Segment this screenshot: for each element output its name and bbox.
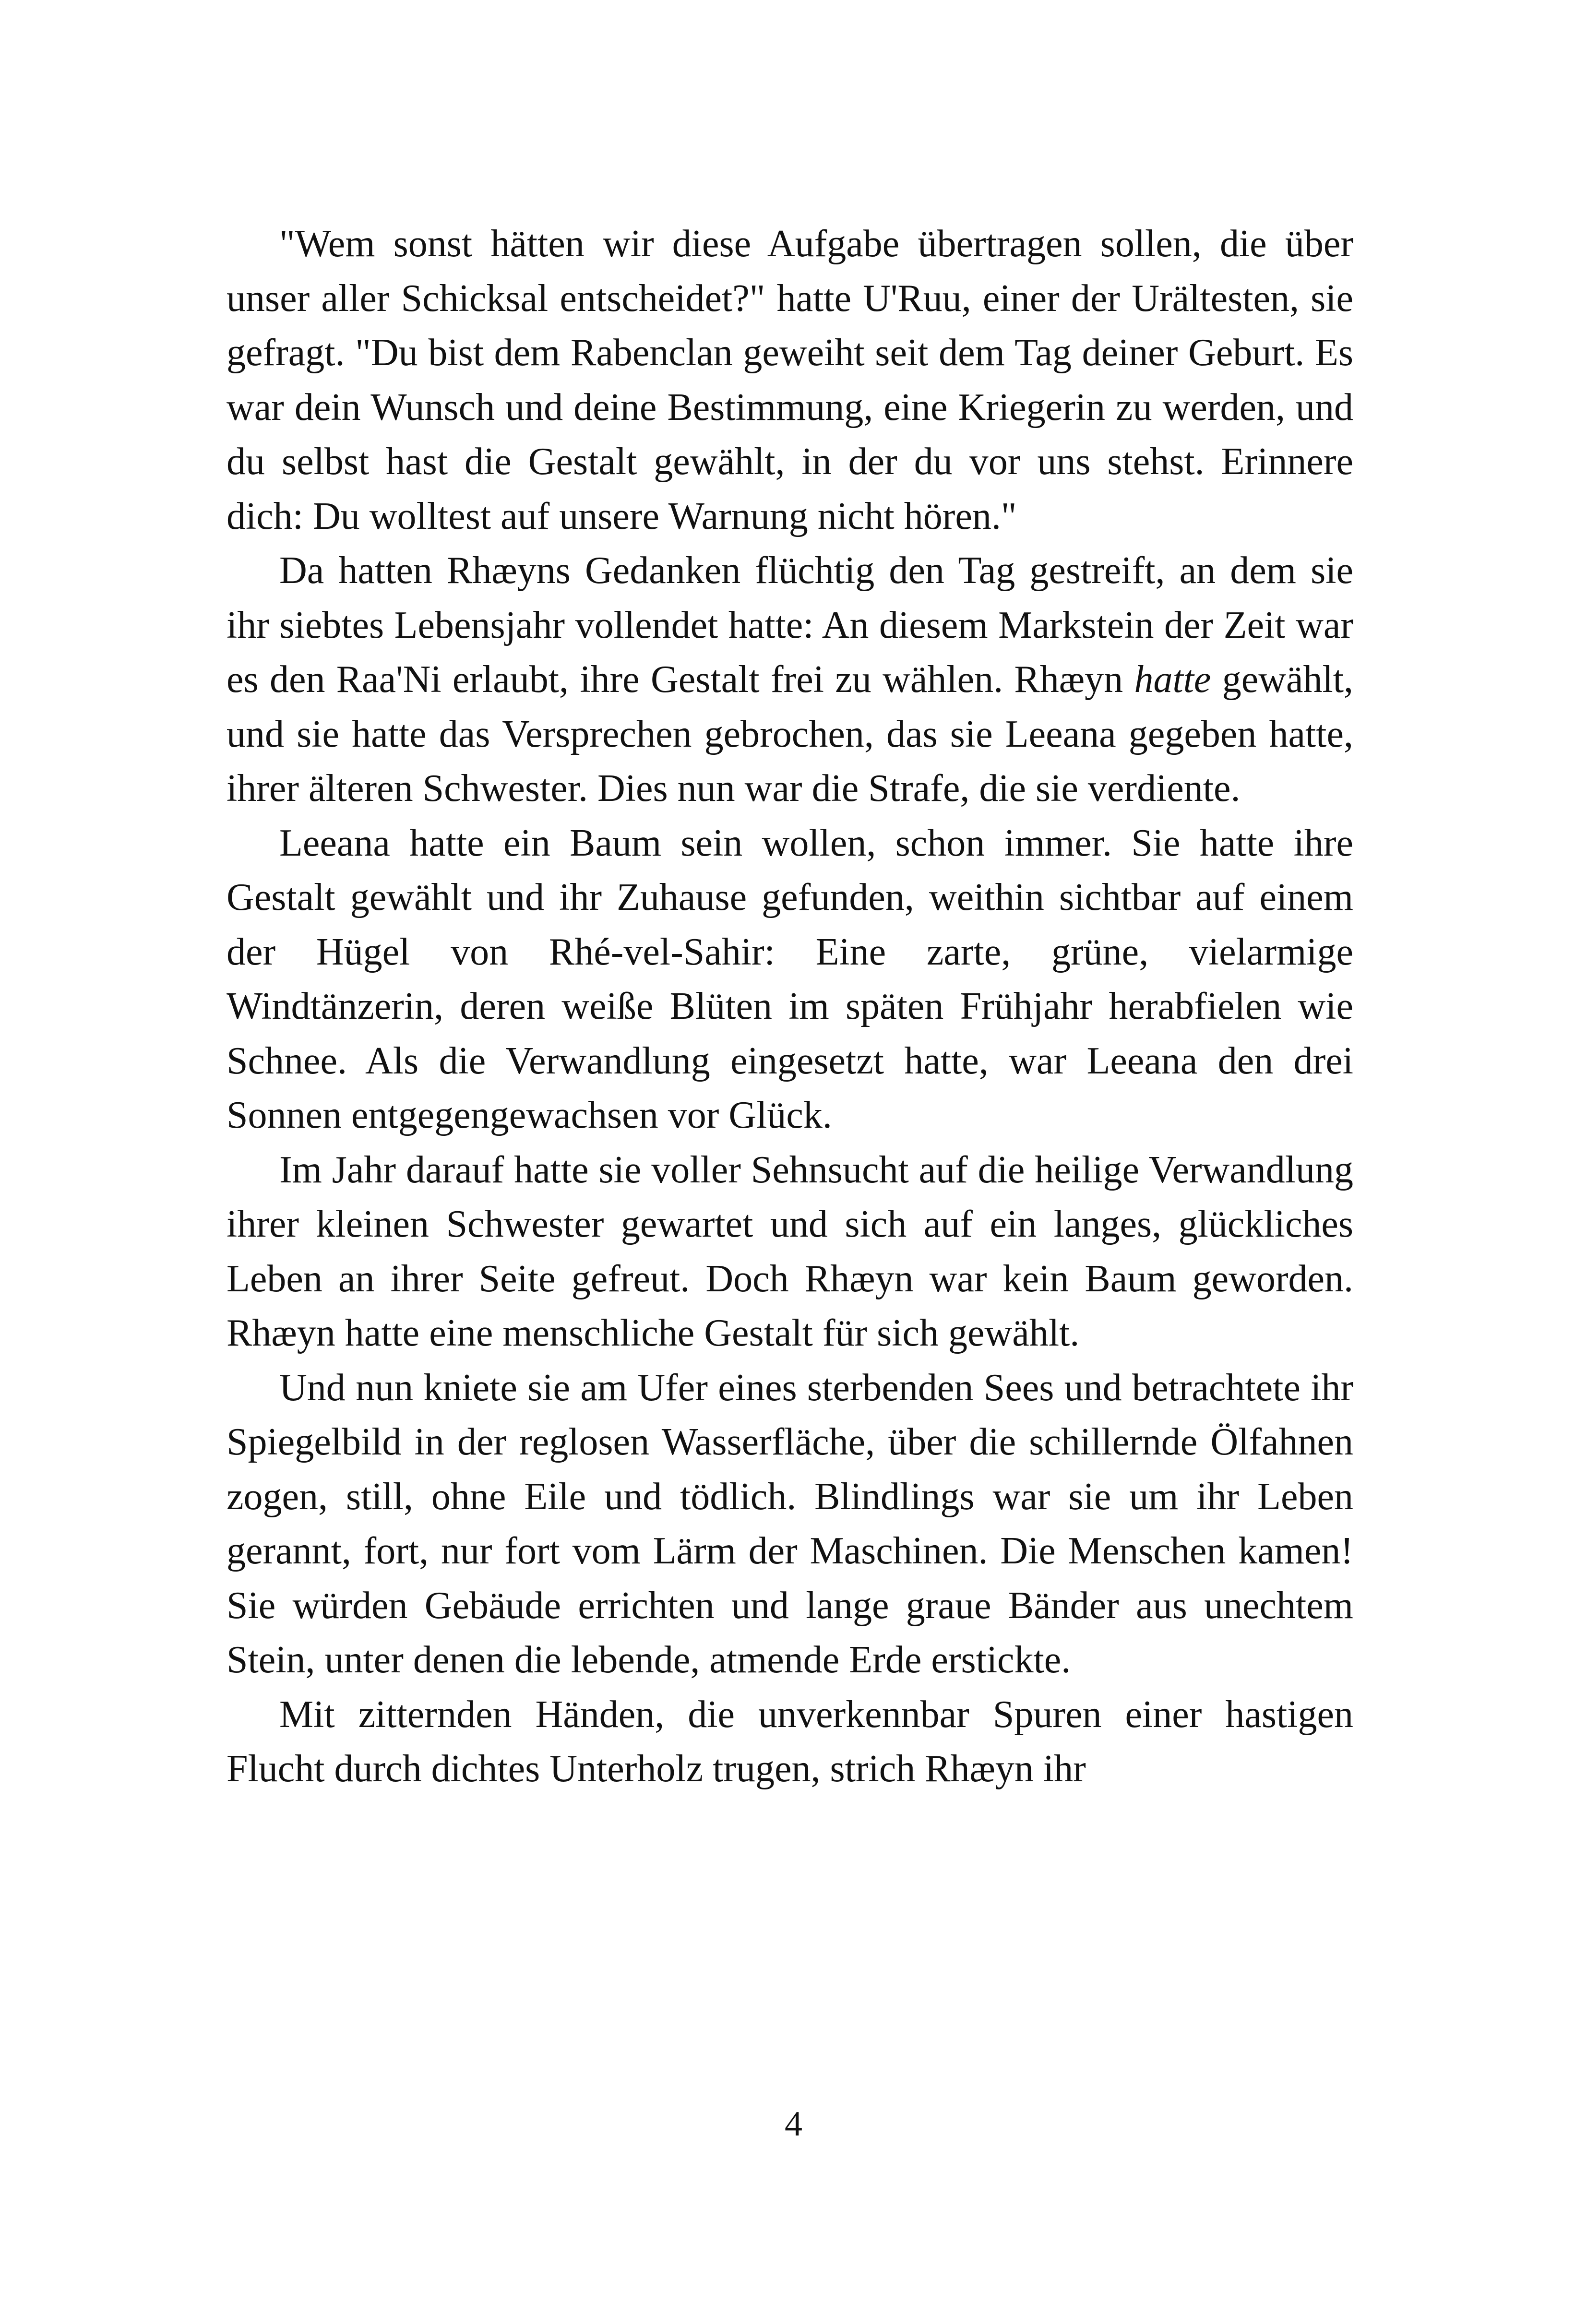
page-number: 4	[785, 2104, 802, 2144]
paragraph-1: "Wem sonst hätten wir diese Aufgabe übertragen sollen, die über unser aller Schicksal entscheidet?" hatte U'Ruu, einer der Urältesten, sie gefragt. "Du bist dem Rabenclan geweiht seit dem Tag deiner Geburt. Es war dein Wunsch und deine Bestimmung, eine Kriegerin zu werden, und du selbst hast die Gestalt gewählt, in der du vor uns stehst. Erinnere dich: Du wolltest auf unsere Warnung nicht hören."	[227, 223, 1353, 537]
paragraph-2-text-start: Da hatten Rhæyns Gedanken flüchtig den Tag gestreift, an dem sie ihr siebtes Lebensjahr vollendet hatte: An diesem Markstein der Zeit war es den Raa'Ni erlaubt, ihre Gestalt frei zu wählen. Rhæyn	[227, 549, 1353, 701]
paragraph-3: Leeana hatte ein Baum sein wollen, schon immer. Sie hatte ihre Gestalt gewählt und ihr Zuhause gefunden, weithin sichtbar auf einem der Hügel von Rhé-vel-Sahir: Eine zarte, grüne, vielarmige Windtänzerin, deren weiße Blüten im späten Frühjahr herabfielen wie Schnee. Als die Verwandlung eingesetzt hatte, war Leeana den drei Sonnen entgegengewachsen vor Glück.	[227, 822, 1353, 1136]
paragraph-2-text-end: gewählt, und sie hatte das Versprechen gebrochen, das sie Leeana gegeben hatte, ihrer älteren Schwester. Dies nun war die Strafe, die sie verdiente.	[227, 658, 1353, 810]
paragraph-2-emphasis: hatte	[1134, 658, 1211, 701]
paragraph-5: Und nun kniete sie am Ufer eines sterbenden Sees und betrachtete ihr Spiegelbild in der reglosen Wasserfläche, über die schillernde Ölfahnen zogen, still, ohne Eile und tödlich. Blindlings war sie um ihr Leben gerannt, fort, nur fort vom Lärm der Maschinen. Die Menschen kamen! Sie würden Gebäude errichten und lange graue Bänder aus unechtem Stein, unter denen die lebende, atmende Erde erstickte.	[227, 1366, 1353, 1681]
paragraph-2	[227, 544, 1353, 816]
body-text	[227, 217, 1353, 1797]
paragraph-4: Im Jahr darauf hatte sie voller Sehnsucht auf die heilige Verwandlung ihrer kleinen Schwester gewartet und sich auf ein langes, glückliches Leben an ihrer Seite gefreut. Doch Rhæyn war kein Baum geworden. Rhæyn hatte eine menschliche Gestalt für sich gewählt.	[227, 1148, 1353, 1354]
paragraph-6: Mit zitternden Händen, die unverkennbar Spuren einer hastigen Flucht durch dichtes Unterholz trugen, strich Rhæyn ihr	[227, 1693, 1353, 1790]
